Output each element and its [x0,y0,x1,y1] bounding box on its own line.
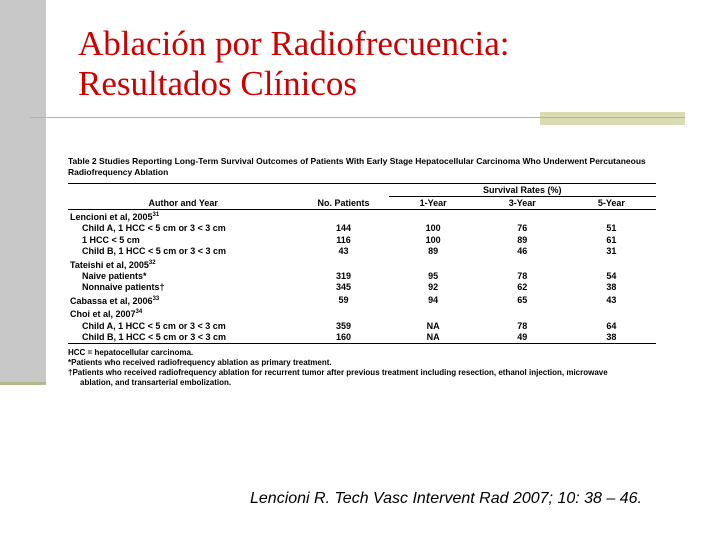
cell-author [68,210,298,224]
author-label: Cabassa et al, 2006 [70,295,153,306]
cell-y5: 43 [606,294,617,305]
cell-y1: 94 [428,294,439,305]
author-label: Naive patients* [82,271,147,282]
title-line-1: Ablación por Radiofrecuencia: [78,24,510,63]
slide-title [78,24,698,104]
cell-n: 160 [298,332,388,344]
cell-author [68,282,298,293]
reference-superscript: 34 [135,309,143,316]
cell-author [68,321,298,332]
author-label: Lencioni et al, 2005 [70,212,153,222]
table-row [68,210,656,224]
footnote-naive: *Patients who received radiofrequency ablation as primary treatment. [68,358,332,368]
author-label: 1 HCC < 5 cm [82,234,140,245]
cell-y3: 65 [517,294,528,305]
cell-n: 144 [335,223,351,234]
author-label: Child B, 1 HCC < 5 cm or 3 < 3 cm [82,332,227,343]
footnote-nonnaive-cont: ablation, and transarterial embolization. [80,378,232,388]
author-label: Child A, 1 HCC < 5 cm or 3 < 3 cm [82,223,226,234]
table-caption-text: Studies Reporting Long-Term Survival Outcomes of Patients With Early Stage Hepatocellular Carcinoma Who Underwent Percutaneous Radiofrequency Ablation [68,156,646,177]
cell-y5 [567,210,656,224]
cell-n [298,258,388,271]
col-header-patients: No. Patients [298,197,388,210]
table-row [68,271,656,282]
cell-n: 345 [335,282,351,293]
reference-superscript: 32 [148,259,156,266]
author-label: Child A, 1 HCC < 5 cm or 3 < 3 cm [82,320,226,331]
left-decorative-bar [0,0,46,384]
cell-y1: NA [389,332,478,344]
cell-y1: 100 [425,234,441,245]
col-header-author: Author and Year [68,197,298,210]
cell-y1: 95 [428,271,439,282]
author-label: Nonnaive patients† [82,282,165,293]
citation: Lencioni R. Tech Vasc Intervent Rad 2007; 10: 38 – 46. [250,490,642,507]
author-label: Choi et al, 2007 [70,309,136,320]
col-header-1-year: 1-Year [389,197,478,210]
cell-y3: 49 [478,332,567,344]
cell-y5: 38 [567,332,656,344]
author-label: Child B, 1 HCC < 5 cm or 3 < 3 cm [82,246,227,257]
cell-n: 319 [335,271,351,282]
table-row [68,282,656,293]
cell-y5 [567,307,656,320]
cell-y5: 64 [606,320,617,331]
table-row [68,332,656,344]
cell-author [68,258,298,271]
cell-y3: 46 [517,246,528,257]
col-header-3-year: 3-Year [478,197,567,210]
cell-y1 [389,210,478,224]
left-bar-rule [0,382,46,385]
cell-n: 59 [338,294,349,305]
cell-y5: 61 [606,234,617,245]
cell-n: 116 [336,234,351,245]
cell-y3: 78 [517,271,528,282]
table-row [68,235,656,246]
cell-author [68,235,298,246]
survival-table [68,183,656,344]
table-row [68,294,656,307]
cell-y1: 92 [428,282,439,293]
table-footnotes [68,348,656,388]
cell-y5: 31 [606,246,617,257]
table-body [68,210,656,344]
cell-y1: 89 [428,246,439,257]
cell-y3 [478,307,567,320]
footnote-hcc: HCC = hepatocellular carcinoma. [68,348,194,358]
table-row [68,321,656,332]
table-caption-label: Table 2 [68,156,97,166]
reference-superscript: 31 [152,212,160,218]
cell-y1 [389,307,478,320]
table-row [68,223,656,234]
cell-y1: NA [426,320,440,331]
cell-author [68,246,298,257]
cell-author [68,307,298,320]
cell-n [298,210,388,224]
reference-superscript: 33 [152,295,160,302]
author-label: Tateishi et al, 2005 [70,259,149,270]
cell-y5 [567,258,656,271]
cell-n: 359 [335,320,351,331]
cell-y3: 62 [517,282,528,293]
cell-n [298,307,388,320]
title-rule [30,117,685,118]
table-row [68,307,656,320]
cell-y5: 51 [606,223,617,234]
cell-y1: 100 [425,223,441,234]
cell-n: 43 [338,246,349,257]
cell-y3: 76 [517,223,528,234]
footnote-nonnaive: †Patients who received radiofrequency ablation for recurrent tumor after previous treatment including resection, ethanol injection, microwave [68,368,608,378]
cell-author [68,332,298,344]
title-line-2: Resultados Clínicos [78,64,358,103]
cell-y5: 54 [606,271,617,282]
title-rule-accent [540,112,685,125]
cell-author [68,223,298,234]
table-row [68,246,656,257]
cell-y3: 89 [517,234,528,245]
cell-author [68,294,298,307]
cell-y3: 78 [517,320,528,331]
cell-author [68,271,298,282]
survival-rates-header: Survival Rates (%) [389,184,656,197]
cell-y3 [478,258,567,271]
col-header-5-year: 5-Year [567,197,656,210]
table-caption [68,156,656,178]
cell-y3 [478,210,567,224]
cell-y1 [389,258,478,271]
table-row [68,258,656,271]
cell-y5: 38 [606,282,617,293]
survival-table-figure [68,156,656,388]
